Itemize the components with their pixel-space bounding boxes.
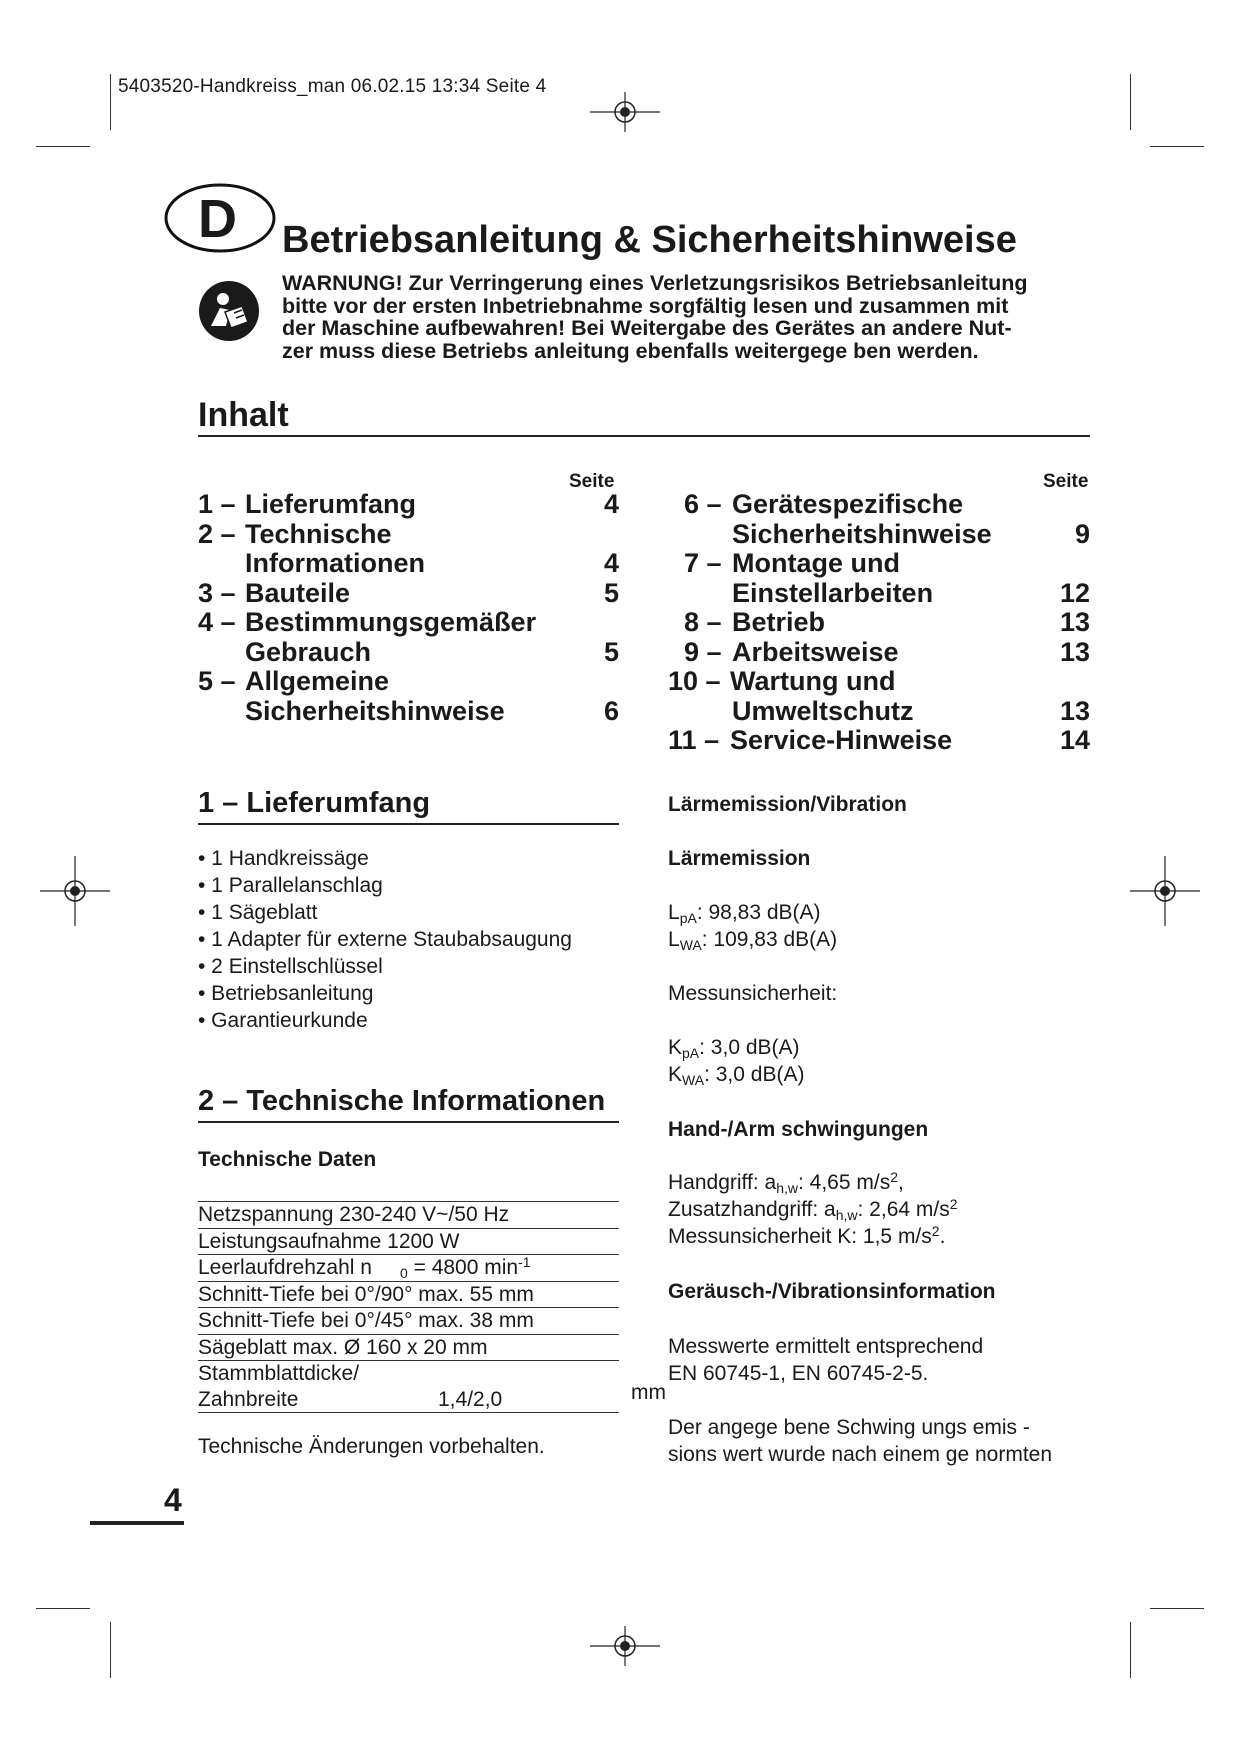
toc-num: 1 –	[198, 489, 236, 519]
read-manual-icon	[198, 280, 260, 342]
symbol: L	[668, 901, 680, 924]
registration-mark-icon	[590, 1626, 660, 1666]
value: : 2,64 m/s	[857, 1198, 950, 1221]
toc-entry[interactable]	[198, 520, 619, 550]
table-cell: Leerlaufdrehzahl n	[198, 1256, 372, 1279]
list-item: • Betriebsanleitung	[198, 982, 374, 1005]
toc-entry[interactable]	[668, 549, 1090, 579]
toc-page: 9	[1074, 518, 1090, 549]
registration-mark-icon	[1130, 856, 1200, 926]
registration-mark-icon	[40, 856, 110, 926]
measured-line-1: Messwerte ermittelt entsprechend	[668, 1335, 984, 1358]
noise-vibration-info-heading: Geräusch-/Vibrationsinformation	[668, 1280, 996, 1303]
label: Zusatzhandgriff: a	[668, 1198, 836, 1221]
noise-vibration-heading: Lärmemission/Vibration	[668, 793, 907, 816]
toc-entry[interactable]	[668, 608, 1090, 638]
language-badge-letter: D	[198, 189, 237, 249]
toc-entry[interactable]	[198, 579, 619, 609]
symbol: K	[668, 1063, 683, 1086]
crop-mark	[1130, 74, 1131, 130]
toc-title: Allgemeine	[245, 666, 390, 696]
subscript: pA	[679, 910, 697, 926]
crop-mark	[110, 74, 111, 130]
toc-title: Sicherheitshinweise	[245, 695, 505, 726]
table-cell: Leistungsaufnahme 1200 W	[198, 1229, 460, 1253]
subscript: h,w	[776, 1180, 798, 1196]
hand-arm-heading: Hand-/Arm schwingungen	[668, 1118, 929, 1141]
warning-line: bitte vor der ersten Inbetriebnahme sorgfältig lesen und zusammen mit	[282, 293, 1009, 318]
crop-mark	[1150, 146, 1204, 147]
subscript: WA	[682, 1072, 705, 1088]
contents-heading: Inhalt	[198, 396, 289, 434]
table-cell: Schnitt-Tiefe bei 0°/90° max. 55 mm	[198, 1282, 534, 1306]
toc-num: 10 –	[668, 666, 721, 696]
toc-title: Service-Hinweise	[730, 725, 953, 755]
toc-title: Lieferumfang	[245, 489, 417, 519]
toc-entry-continued[interactable]	[668, 579, 1090, 609]
toc-title: Sicherheitshinweise	[732, 518, 992, 549]
subscript: h,w	[835, 1207, 858, 1223]
tech-footnote: Technische Änderungen vorbehalten.	[198, 1435, 545, 1458]
delivery-list	[198, 845, 572, 1034]
section-rule	[198, 1121, 619, 1123]
superscript: 2	[931, 1223, 940, 1239]
superscript: 2	[890, 1169, 898, 1185]
table-row	[198, 1360, 619, 1413]
toc-entry[interactable]	[668, 726, 1090, 756]
label: Messunsicherheit K: 1,5 m/s	[668, 1225, 932, 1248]
toc-title: Arbeitsweise	[732, 636, 899, 667]
toc-page: 13	[1059, 607, 1090, 637]
section-heading-technische-informationen: 2 – Technische Informationen	[198, 1085, 606, 1117]
toc-num: 4 –	[198, 607, 236, 637]
value: : 3,0 dB(A)	[699, 1036, 800, 1059]
section-heading-lieferumfang: 1 – Lieferumfang	[198, 787, 431, 819]
toc-entry[interactable]	[668, 490, 1090, 520]
table-cell: Zahnbreite	[198, 1387, 299, 1411]
toc-page: 4	[603, 489, 619, 519]
list-item: • 1 Parallelanschlag	[198, 874, 383, 897]
list-item: • 1 Adapter für externe Staubabsaugung	[198, 928, 572, 951]
value: : 98,83 dB(A)	[696, 901, 821, 924]
toc-num: 2 –	[198, 518, 236, 549]
toc-title: Betrieb	[732, 607, 826, 637]
table-cell: Schnitt-Tiefe bei 0°/45° max. 38 mm	[198, 1309, 534, 1332]
symbol: L	[668, 928, 680, 951]
subscript: pA	[682, 1045, 700, 1061]
value: : 109,83 dB(A)	[701, 928, 838, 951]
symbol: K	[668, 1036, 683, 1059]
label: Handgriff: a	[668, 1171, 777, 1194]
table-cell: Stammblattdicke/	[198, 1362, 360, 1385]
list-item: • 1 Sägeblatt	[198, 901, 318, 924]
subscript: WA	[679, 937, 702, 953]
table-row	[198, 1254, 619, 1281]
punct: ,	[897, 1171, 904, 1194]
toc-page: 12	[1059, 577, 1090, 608]
stated-line-1: Der angege bene Schwing ungs emis -	[668, 1416, 1030, 1439]
table-cell-value: 1,4/2,0	[438, 1387, 503, 1411]
tech-data-heading: Technische Daten	[198, 1148, 377, 1171]
zusatzhandgriff-value	[668, 1196, 958, 1223]
toc-num: 8 –	[684, 607, 722, 637]
toc-title: Einstellarbeiten	[732, 577, 934, 608]
table-row	[198, 1201, 619, 1228]
crop-mark	[1130, 1622, 1131, 1678]
value: : 4,65 m/s	[797, 1171, 891, 1194]
toc-num: 3 –	[198, 577, 236, 608]
tech-data-table	[198, 1201, 619, 1413]
table-cell-sup: -1	[518, 1254, 531, 1270]
warning-line: WARNUNG! Zur Verringerung eines Verletzungsrisikos Betriebsanleitung	[282, 271, 1028, 295]
toc-title: Montage und	[732, 548, 900, 578]
list-item: • 2 Einstellschlüssel	[198, 955, 383, 978]
toc-title: Umweltschutz	[732, 695, 914, 726]
page-number-rule	[90, 1521, 184, 1525]
toc-left	[198, 490, 619, 726]
crop-mark	[110, 1622, 111, 1678]
warning-line: zer muss diese Betriebs anleitung ebenfalls weitergege ben werden.	[282, 338, 979, 363]
uncertainty-label: Messunsicherheit:	[668, 982, 838, 1005]
value: : 3,0 dB(A)	[704, 1063, 805, 1086]
list-item: • 1 Handkreissäge	[198, 847, 369, 870]
toc-entry[interactable]	[668, 667, 1090, 697]
registration-mark-icon	[590, 92, 660, 132]
toc-title: Gerätespezifische	[732, 489, 964, 519]
kpa-value	[668, 1034, 800, 1061]
table-cell: Sägeblatt max. Ø 160 x 20 mm	[198, 1335, 488, 1359]
toc-page: 14	[1059, 725, 1090, 755]
crop-mark	[36, 1608, 90, 1609]
table-row	[198, 1281, 619, 1308]
toc-entry-continued[interactable]	[198, 549, 619, 579]
superscript: 2	[949, 1196, 958, 1212]
noise-heading: Lärmemission	[668, 847, 811, 870]
toc-page: 13	[1059, 695, 1090, 726]
unit-mm: mm	[631, 1381, 666, 1404]
table-cell-value: = 4800 min	[407, 1256, 519, 1279]
toc-entry[interactable]	[668, 638, 1090, 668]
seite-label-right: Seite	[1043, 471, 1089, 492]
list-item: • Garantieurkunde	[198, 1009, 368, 1032]
punct: .	[939, 1225, 946, 1248]
toc-page: 6	[603, 695, 619, 726]
toc-title: Wartung und	[730, 666, 896, 696]
warning-text	[282, 272, 1072, 362]
warning-line: der Maschine aufbewahren! Bei Weitergabe des Gerätes an andere Nut-	[282, 316, 1012, 340]
uncertainty-k-value	[668, 1223, 945, 1250]
toc-title: Bestimmungsgemäßer	[245, 607, 537, 637]
crop-mark	[36, 146, 90, 147]
table-cell: Netzspannung 230-240 V~/50 Hz	[198, 1203, 510, 1226]
toc-title: Technische	[245, 518, 392, 549]
toc-title: Informationen	[245, 548, 425, 578]
toc-entry-continued[interactable]	[668, 520, 1090, 550]
toc-num: 6 –	[684, 489, 722, 519]
crop-mark	[1150, 1608, 1204, 1609]
toc-page: 4	[603, 548, 619, 578]
toc-page: 5	[603, 577, 619, 608]
toc-title: Gebrauch	[245, 636, 372, 667]
toc-entry[interactable]	[198, 608, 619, 638]
section-rule	[198, 823, 619, 825]
toc-entry[interactable]	[198, 667, 619, 697]
measured-line-2: EN 60745-1, EN 60745-2-5.	[668, 1362, 929, 1385]
lwa-value	[668, 926, 837, 953]
toc-page: 13	[1059, 636, 1090, 667]
toc-num: 11 –	[668, 725, 720, 755]
stated-line-2: sions wert wurde nach einem ge normten	[668, 1443, 1053, 1466]
print-slug: 5403520-Handkreiss_man 06.02.15 13:34 Seite 4	[118, 76, 547, 97]
lpa-value	[668, 899, 821, 926]
toc-num: 7 –	[684, 548, 722, 578]
toc-entry-continued[interactable]	[198, 638, 619, 668]
toc-entry-continued[interactable]	[198, 697, 619, 727]
page-title: Betriebsanleitung & Sicherheitshinweise	[282, 219, 1017, 261]
table-row	[198, 1307, 619, 1334]
toc-num: 9 –	[684, 636, 722, 667]
toc-page: 5	[603, 636, 619, 667]
table-cell-sub: 0	[399, 1265, 408, 1281]
handgriff-value	[668, 1169, 904, 1196]
toc-entry-continued[interactable]	[668, 697, 1090, 727]
table-row	[198, 1334, 619, 1361]
toc-num: 5 –	[198, 666, 236, 696]
kwa-value	[668, 1061, 804, 1088]
toc-entry[interactable]	[198, 490, 619, 520]
contents-rule	[198, 435, 1090, 437]
page-number: 4	[164, 1482, 182, 1518]
toc-title: Bauteile	[245, 577, 351, 608]
seite-label-left: Seite	[569, 471, 615, 492]
toc-right	[668, 490, 1090, 756]
table-row	[198, 1228, 619, 1255]
